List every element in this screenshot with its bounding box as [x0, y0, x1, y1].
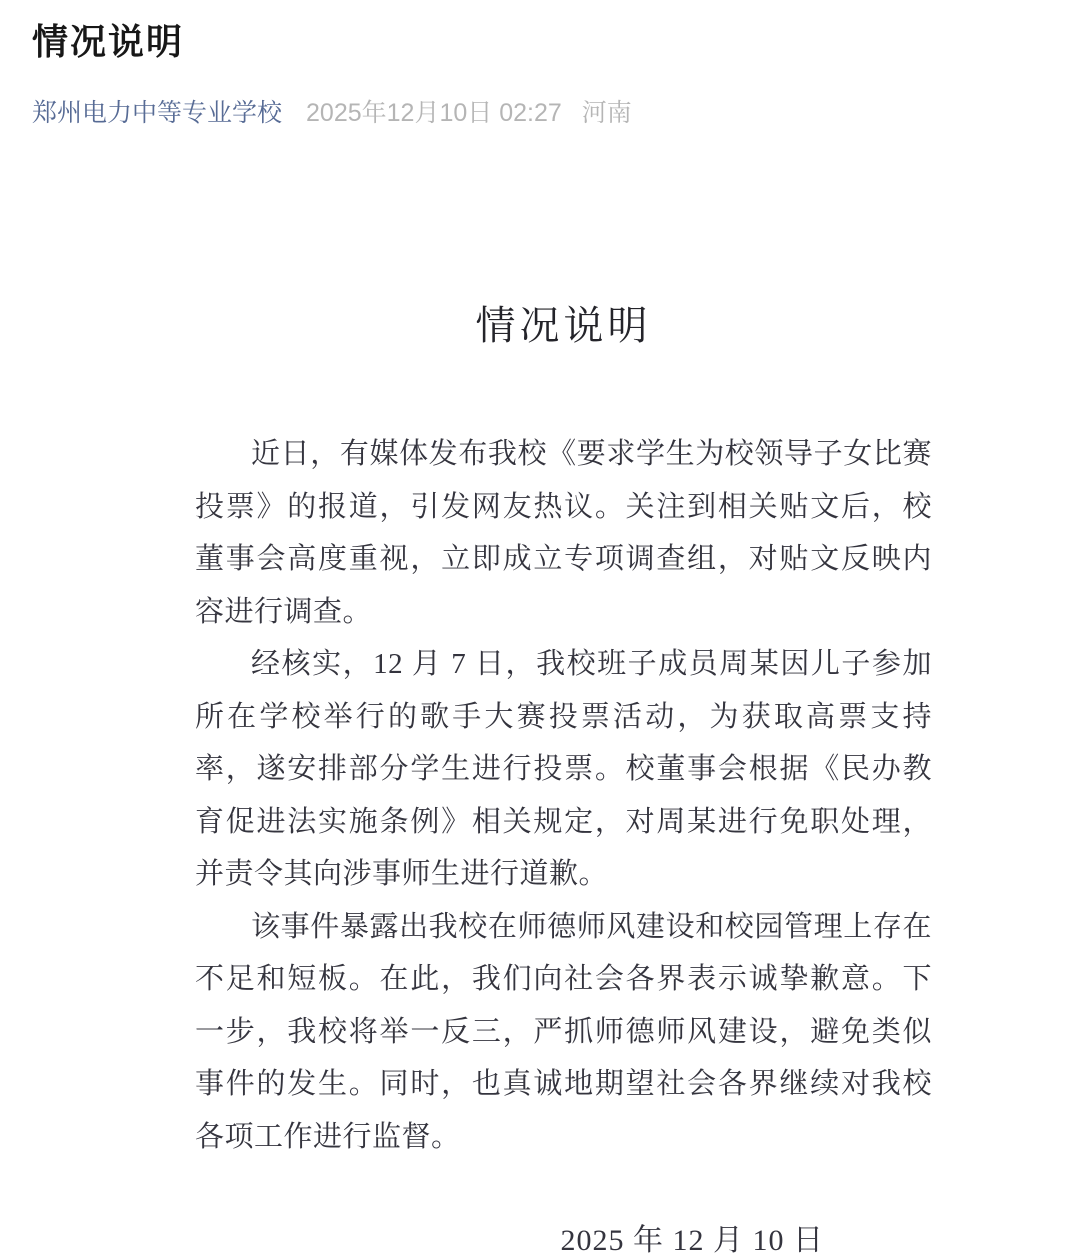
statement-title: 情况说明: [475, 304, 652, 348]
article-meta: [32, 96, 1044, 130]
article-header: [0, 0, 1080, 130]
article-body: [0, 302, 1080, 1259]
statement-date: 2025 年 12 月 10 日: [560, 1224, 824, 1257]
publish-location: 河南: [581, 99, 632, 127]
statement-paragraph-3: 该事件暴露出我校在师德师风建设和校园管理上存在不足和短板。在此，我们向社会各界表示诚挚歉意。下一步，我校将举一反三，严抓师德师风建设，避免类似事件的发生。同时，也真诚地期望社会各界继续对我校各项工作进行监督。: [195, 910, 932, 1153]
author-link[interactable]: 郑州电力中等专业学校: [32, 99, 283, 127]
article-title: 情况说明: [32, 21, 185, 62]
publish-time: 2025年12月10日 02:27: [306, 99, 562, 127]
statement-text: [195, 428, 932, 1163]
statement-paragraph-1: 近日，有媒体发布我校《要求学生为校领导子女比赛投票》的报道，引发网友热议。关注到相关贴文后，校董事会高度重视，立即成立专项调查组，对贴文反映内容进行调查。: [195, 438, 932, 628]
statement-paragraph-2: 经核实，12 月 7 日，我校班子成员周某因儿子参加所在学校举行的歌手大赛投票活动，为获取高票支持率，遂安排部分学生进行投票。校董事会根据《民办教育促进法实施条例》相关规定，对周某进行免职处理，并责令其向涉事师生进行道歉。: [195, 648, 932, 890]
statement-image[interactable]: [195, 302, 932, 1259]
